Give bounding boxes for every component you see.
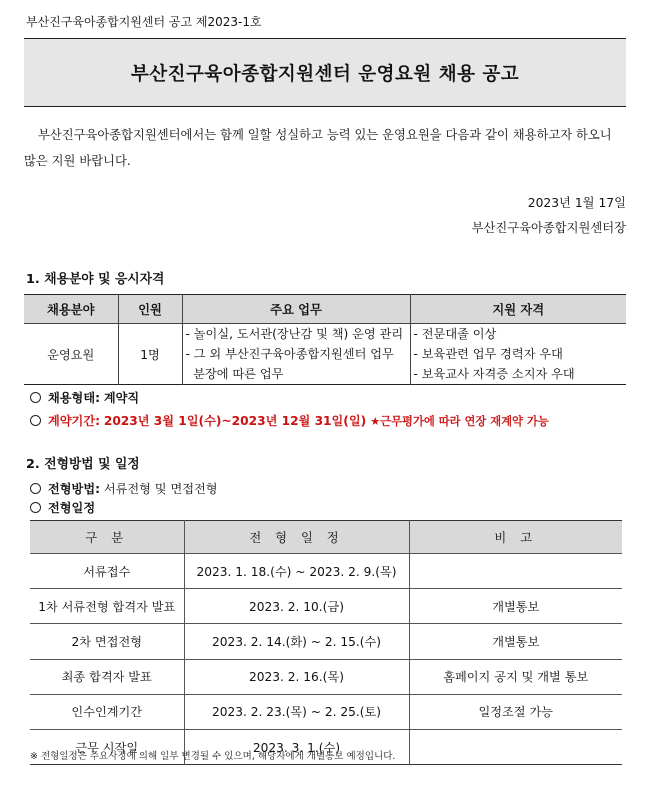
qualification-line: - 전문대졸 이상 [413, 327, 497, 341]
footnote: ※ 전형일정은 주요사정에 의해 일부 변경될 수 있으며, 해당자에게 개별통보 예정입니다. [30, 751, 396, 762]
schedule-date: 2023. 2. 14.(화) ~ 2. 15.(수) [184, 624, 409, 659]
table-row [30, 624, 622, 659]
employment-type [30, 389, 139, 406]
schedule-note [409, 554, 622, 589]
schedule-table [30, 520, 622, 765]
duty-line: 분장에 따른 업무 [185, 367, 284, 381]
title-banner [24, 38, 626, 107]
schedule-label: 전형일정 [48, 501, 96, 515]
notice-number: 부산진구육아종합지원센터 공고 제2023-1호 [26, 15, 262, 29]
table-header-row [30, 521, 622, 554]
column-header: 전 형 일 정 [184, 521, 409, 554]
section1-heading: 1. 채용분야 및 응시자격 [26, 272, 165, 287]
schedule-item: 2차 면접전형 [30, 624, 184, 659]
schedule-note: 일정조절 가능 [409, 694, 622, 729]
table-row [24, 324, 626, 385]
section2-heading: 2. 전형방법 및 일정 [26, 457, 140, 472]
contract-value: 2023년 3월 1일(수)~2023년 12월 31일(일) [103, 414, 367, 428]
table-row [30, 589, 622, 624]
contract-period [30, 412, 549, 429]
duties-cell [182, 324, 410, 385]
table-row [30, 554, 622, 589]
schedule-item: 최종 합격자 발표 [30, 659, 184, 694]
qualification-line: - 보육교사 자격증 소지자 우대 [413, 367, 575, 381]
page-title: 부산진구육아종합지원센터 운영요원 채용 공고 [130, 63, 520, 85]
schedule-item: 서류접수 [30, 554, 184, 589]
column-header: 인원 [118, 295, 182, 324]
contract-label: 계약기간: [48, 414, 100, 428]
circle-bullet-icon [30, 502, 41, 513]
selection-method [30, 480, 218, 497]
schedule-note [409, 729, 622, 764]
schedule-date: 2023. 2. 10.(금) [184, 589, 409, 624]
schedule-item: 인수인계기간 [30, 694, 184, 729]
schedule-item: 근무 시작일 [30, 729, 184, 764]
table-header-row [24, 295, 626, 324]
schedule-date: 2023. 1. 18.(수) ~ 2023. 2. 9.(목) [184, 554, 409, 589]
count-cell: 1명 [118, 324, 182, 385]
issuer-name: 부산진구육아종합지원센터장 [471, 221, 626, 235]
schedule-item: 1차 서류전형 합격자 발표 [30, 589, 184, 624]
intro-paragraph: 부산진구육아종합지원센터에서는 함께 일할 성실하고 능력 있는 운영요원을 다음과 같이 채용하고자 하오니 많은 지원 바랍니다. [24, 128, 612, 168]
column-header: 주요 업무 [182, 295, 410, 324]
circle-bullet-icon [30, 483, 41, 494]
circle-bullet-icon [30, 415, 41, 426]
selection-schedule [30, 499, 95, 516]
schedule-note: 개별통보 [409, 624, 622, 659]
contract-note: ★근무평가에 따라 연장 재계약 가능 [370, 415, 549, 428]
column-header: 지원 자격 [410, 295, 626, 324]
column-header: 구 분 [30, 521, 184, 554]
employment-type-label: 채용형태: [48, 391, 100, 405]
schedule-date: 2023. 2. 16.(목) [184, 659, 409, 694]
method-label: 전형방법: [48, 482, 100, 496]
notice-date: 2023년 1월 17일 [527, 196, 626, 210]
schedule-note: 개별통보 [409, 589, 622, 624]
employment-type-value: 계약직 [103, 391, 140, 405]
schedule-date: 2023. 2. 23.(목) ~ 2. 25.(토) [184, 694, 409, 729]
schedule-date: 2023. 3. 1.(수) [184, 729, 409, 764]
qualification-line: - 보육관련 업무 경력자 우대 [413, 347, 563, 361]
schedule-note: 홈페이지 공지 및 개별 통보 [409, 659, 622, 694]
recruitment-table [24, 294, 626, 385]
field-cell: 운영요원 [47, 347, 95, 362]
circle-bullet-icon [30, 392, 41, 403]
method-value: 서류전형 및 면접전형 [103, 482, 218, 496]
table-row [30, 694, 622, 729]
qualifications-cell [410, 324, 626, 385]
table-row [30, 659, 622, 694]
column-header: 채용분야 [24, 295, 118, 324]
duty-line: - 그 외 부산진구육아종합지원센터 업무 [185, 347, 394, 361]
duty-line: - 놀이실, 도서관(장난감 및 책) 운영 관리 [185, 327, 404, 341]
column-header: 비 고 [409, 521, 622, 554]
